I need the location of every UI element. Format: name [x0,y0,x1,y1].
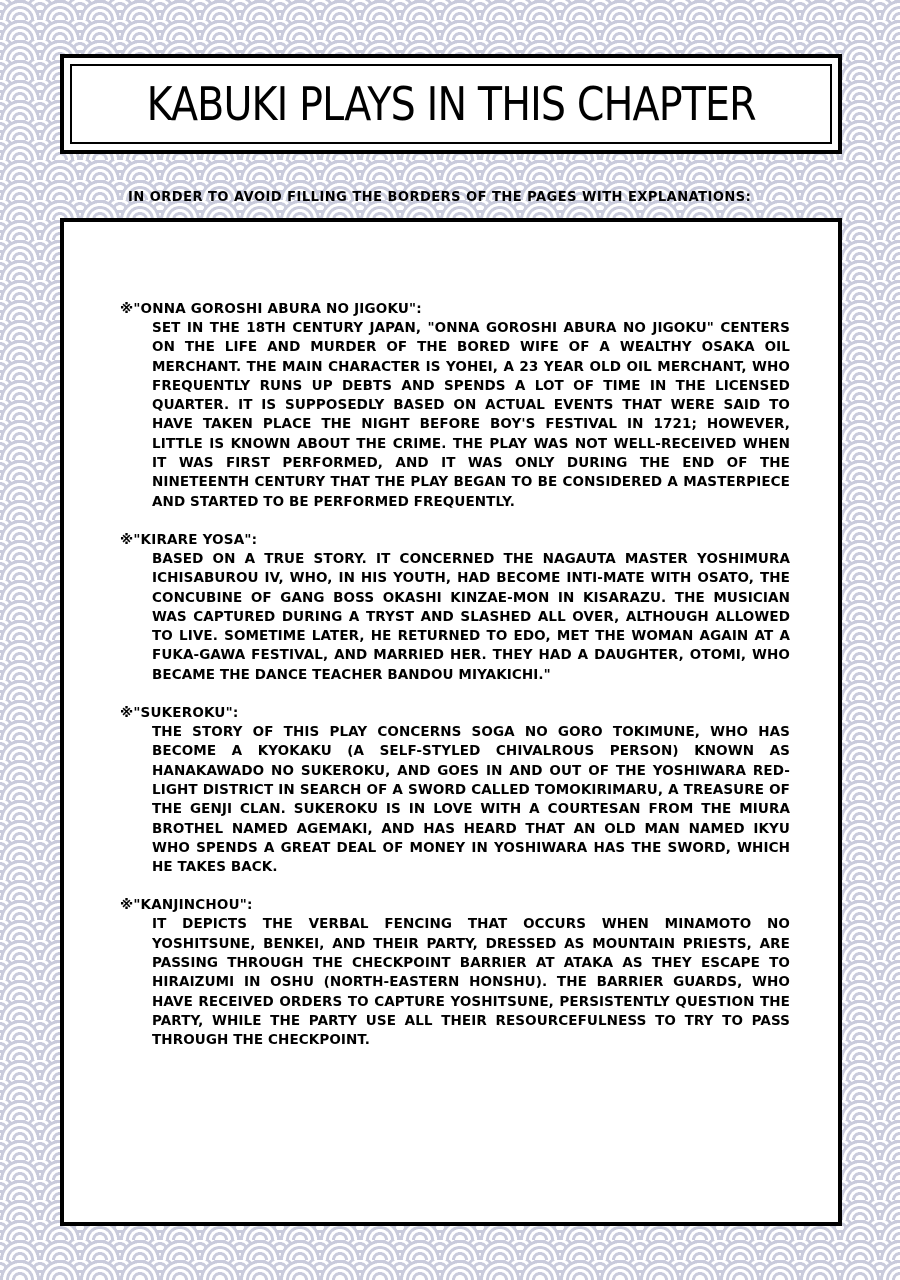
note-title: ※"SUKEROKU": [120,705,239,722]
title-frame [70,64,832,144]
title-box [60,54,842,154]
notes-box [60,218,842,1226]
note-body: SET IN THE 18TH CENTURY JAPAN, "ONNA GOROSHI ABURA NO JIGOKU" CENTERS ON THE LIFE AND MURDER OF THE BORED WIFE OF A WEALTHY OSAKA OIL MERCHANT. THE MAIN CHARACTER IS YOHEI, A 23 YEAR OLD OIL MERCHANT, WHO FREQUENTLY RUNS UP DEBTS AND SPENDS A LOT OF TIME IN THE LICENSED QUARTER. IT IS SUPPOSEDLY BASED ON ACTUAL EVENTS THAT WERE SAID TO HAVE TAKEN PLACE THE NIGHT BEFORE BOY'S FESTIVAL IN 1721; HOWEVER, LITTLE IS KNOWN ABOUT THE CRIME. THE PLAY WAS NOT WELL-RECEIVED WHEN IT WAS FIRST PERFORMED, AND IT WAS ONLY DURING THE END OF THE NINETEENTH CENTURY THAT THE PLAY BEGAN TO BE CONSIDERED A MASTERPIECE AND STARTED TO BE PERFORMED FREQUENTLY. [152,320,790,510]
note-body: IT DEPICTS THE VERBAL FENCING THAT OCCURS WHEN MINAMOTO NO YOSHITSUNE, BENKEI, AND THEIR PARTY, DRESSED AS MOUNTAIN PRIESTS, ARE PASSING THROUGH THE CHECKPOINT BARRIER AT ATAKA AS THEY ESCAPE TO HIRAIZUMI IN OSHU (NORTH-EASTERN HONSHU). THE BARRIER GUARDS, WHO HAVE RECEIVED ORDERS TO CAPTURE YOSHITSUNE, PERSISTENTLY QUESTION THE PARTY, WHILE THE PARTY USE ALL THEIR RESOURCEFULNESS TO TRY TO PASS THROUGH THE CHECKPOINT. [152,916,790,1049]
page-title: KABUKI PLAYS IN THIS CHAPTER [146,77,756,131]
note-title: ※"KANJINCHOU": [120,897,253,914]
note-entry [120,300,790,512]
note-entry [120,531,790,685]
note-entry [120,704,790,877]
note-body: BASED ON A TRUE STORY. IT CONCERNED THE NAGAUTA MASTER YOSHIMURA ICHISABUROU IV, WHO, IN HIS YOUTH, HAD BECOME INTI-MATE WITH OSATO, THE CONCUBINE OF GANG BOSS OKASHI KINZAE-MON IN KISARAZU. THE MUSICIAN WAS CAPTURED DURING A TRYST AND SLASHED ALL OVER, ALTHOUGH ALLOWED TO LIVE. SOMETIME LATER, HE RETURNED TO EDO, MET THE WOMAN AGAIN AT A FUKA-GAWA FESTIVAL, AND MARRIED HER. THEY HAD A DAUGHTER, OTOMI, WHO BECAME THE DANCE TEACHER BANDOU MIYAKICHI." [152,550,790,683]
note-entry [120,896,790,1050]
intro-subtitle: IN ORDER TO AVOID FILLING THE BORDERS OF THE PAGES WITH EXPLANATIONS: [128,190,752,205]
notes-list [120,300,790,1070]
note-title: ※"ONNA GOROSHI ABURA NO JIGOKU": [120,301,422,317]
note-body: THE STORY OF THIS PLAY CONCERNS SOGA NO GORO TOKIMUNE, WHO HAS BECOME A KYOKAKU (A SELF-STYLED CHIVALROUS PERSON) KNOWN AS HANAKAWADO NO SUKEROKU, AND GOES IN AND OUT OF THE YOSHIWARA RED-LIGHT DISTRICT IN SEARCH OF A SWORD CALLED TOMOKIRIMARU, A TREASURE OF THE GENJI CLAN. SUKEROKU IS IN LOVE WITH A COURTESAN FROM THE MIURA BROTHEL NAMED AGEMAKI, AND HAS HEARD THAT AN OLD MAN NAMED IKYU WHO SPENDS A GREAT DEAL OF MONEY IN YOSHIWARA HAS THE SWORD, WHICH HE TAKES BACK. [152,724,790,876]
note-title: ※"KIRARE YOSA": [120,531,258,548]
